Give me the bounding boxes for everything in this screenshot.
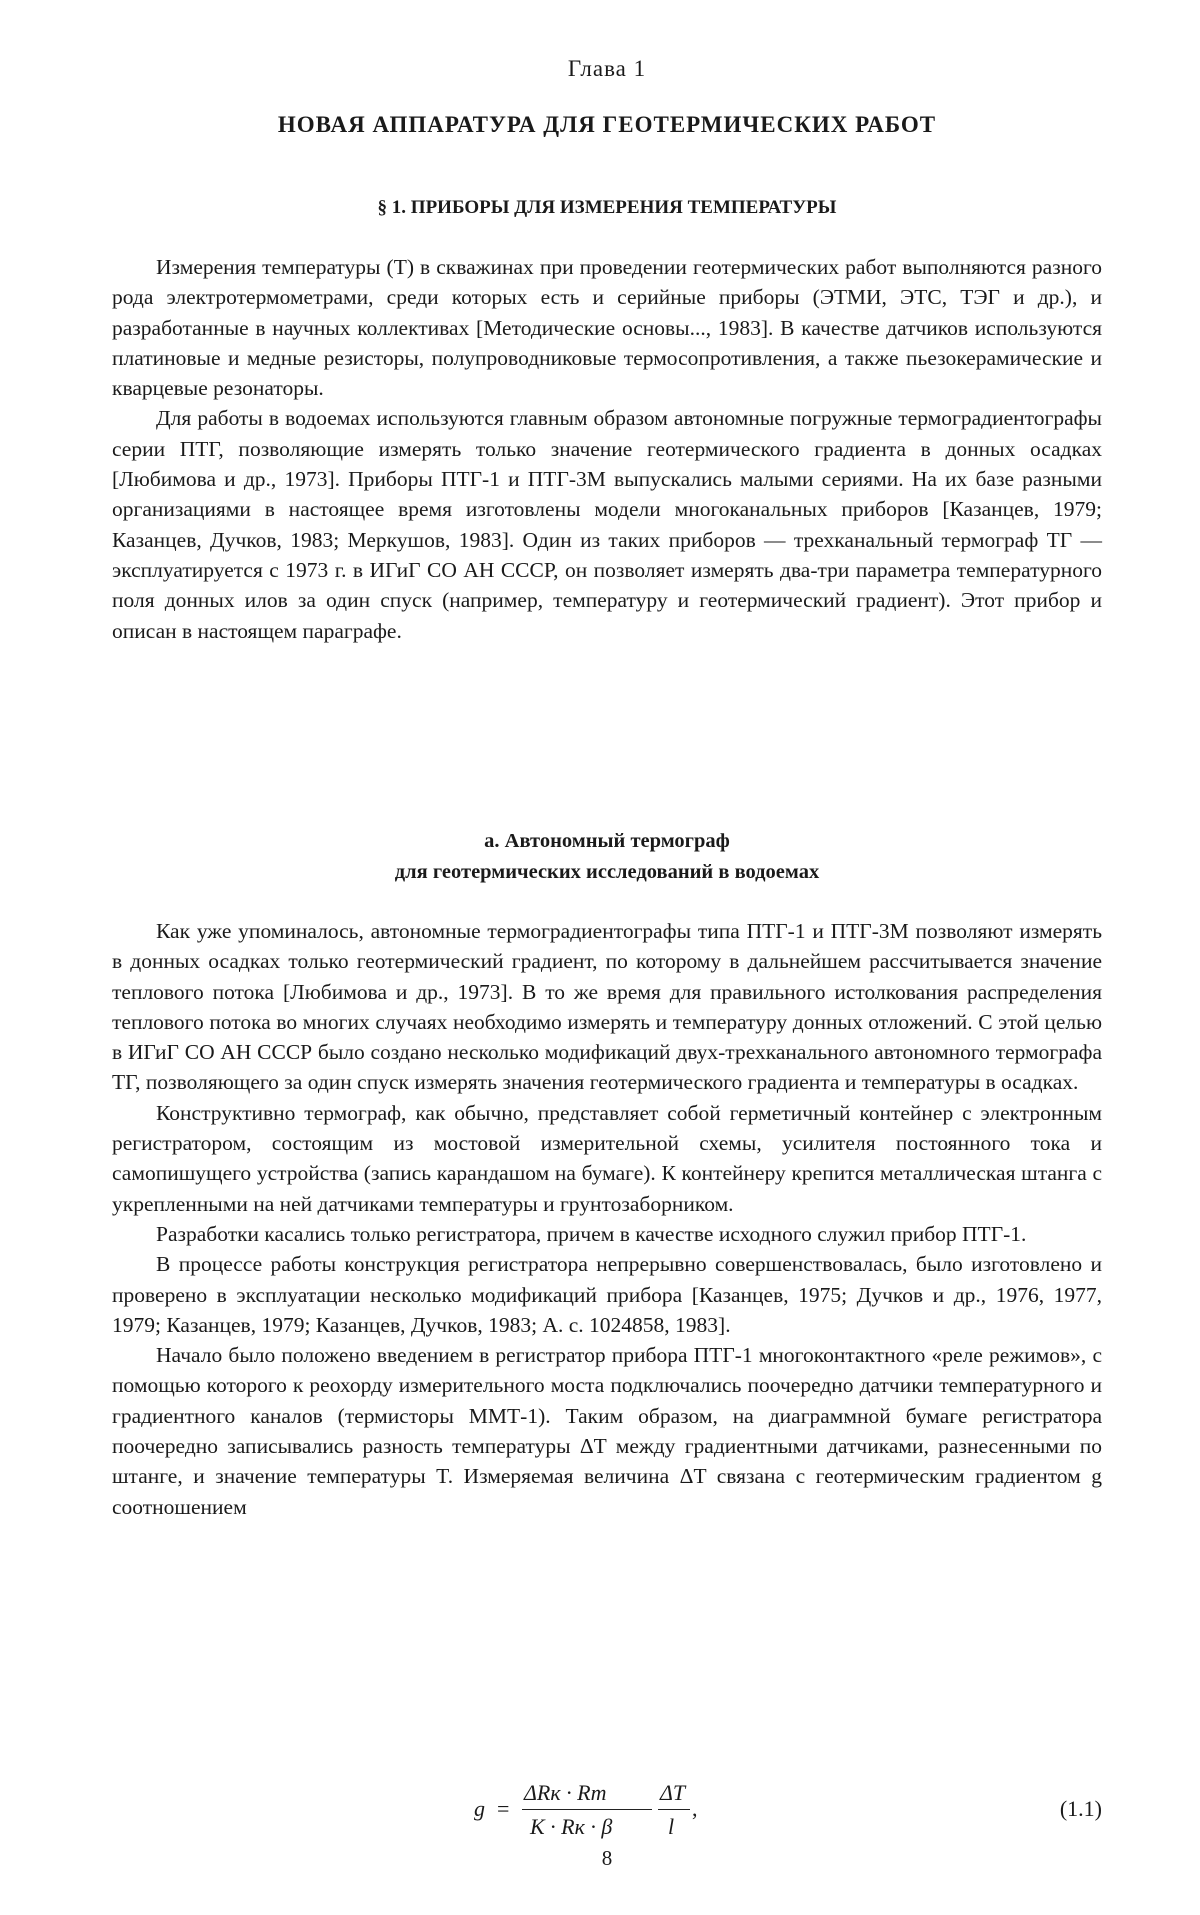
formula-equals: =: [497, 1796, 509, 1822]
formula-denominator: K · Rк · β: [530, 1814, 612, 1840]
section-body: [112, 252, 1102, 646]
paragraph: Конструктивно термограф, как обычно, представляет собой герме­тичный контейнер с электронным регистратором, состоящим из мостовой измерительной схемы, усилителя постоянного тока и самопишущего уст­ройства (запись карандашом на бумаге). К контейнеру крепится метал­лическая штанга с укрепленными на ней датчиками температуры и грунто­заборником.: [112, 1098, 1102, 1219]
formula-lhs: g: [474, 1796, 485, 1822]
fraction-bar: [522, 1809, 652, 1810]
subsection-heading: [112, 826, 1102, 888]
paragraph: Разработки касались только регистратора, причем в качестве исход­ного служил прибор ПТГ-1.: [112, 1219, 1102, 1249]
formula-denominator-2: l: [668, 1814, 674, 1840]
paragraph: Начало было положено введением в регистратор прибора ПТГ-1 многоконтактного «реле режимов», с помощью которого к реохорду из­мерительного моста подключались поочередно датчики температурного и градиентного каналов (термисторы ММТ-1). Таким образом, на диаграмм­ной бумаге регистратора поочередно записывались разность температу­ры ΔT между градиентными датчиками, разнесенными по штанге, и зна­чение температуры T. Измеряемая величина ΔT связана с геотермическим градиентом g соотношением: [112, 1340, 1102, 1522]
paragraph: Для работы в водоемах используются главным образом автономные погружные термоградиентографы серии ПТГ, позволяющие измерять только значение геотермического градиента в донных осадках [Любимова и др., 1973]. Приборы ПТГ-1 и ПТГ-3М выпускались малыми сериями. На их базе разными организациями в настоящее время изготовлены моде­ли многоканальных приборов [Казанцев, 1979; Казанцев, Дучков, 1983; Меркушов, 1983]. Один из таких приборов — трехканальный термограф ТГ — эксплуатируется с 1973 г. в ИГиГ СО АН СССР, он позволяет из­мерять два-три параметра температурного поля донных илов за один спуск (например, температуру и геотермический градиент). Этот прибор и описан в настоящем параграфе.: [112, 403, 1102, 645]
paragraph: В процессе работы конструкция регистратора непрерывно совершен­ствовалась, было изготовлено и проверено в эксплуатации несколько модификаций прибора [Казанцев, 1975; Дучков и др., 1976, 1977, 1979; Казанцев, 1979; Казанцев, Дучков, 1983; А. с. 1024858, 1983].: [112, 1249, 1102, 1340]
paragraph: Как уже упоминалось, автономные термоградиентографы типа ПТГ-1 и ПТГ-3М позволяют измерять в донных осадках только геотермический градиент, по которому в дальнейшем рассчитывается значение теплового потока [Любимова и др., 1973]. В то же время для правильного истолко­вания распределения теплового потока во многих случаях необходимо измерять и температуру донных отложений. С этой целью в ИГиГ СО АН СССР было создано несколько модификаций двух-трехканального авто­номного термографа ТГ, позволяющего за один спуск измерять значения геотермического градиента и температуры в осадках.: [112, 916, 1102, 1098]
equation-1-1: [112, 1776, 1102, 1846]
subsection-body: [112, 916, 1102, 1522]
page-number: 8: [112, 1846, 1102, 1871]
chapter-label: Глава 1: [112, 56, 1102, 82]
paragraph: Измерения температуры (T) в скважинах при проведении геотерми­ческих работ выполняются разного рода электротермометрами, среди ко­торых есть и серийные приборы (ЭТМИ, ЭТС, ТЭГ и др.), и разработан­ные в научных коллективах [Методические основы..., 1983]. В качестве датчиков используются платиновые и медные резисторы, полупроводни­ковые термосопротивления, а также пьезокерамические и кварцевые резо­наторы.: [112, 252, 1102, 403]
equation-number: (1.1): [1060, 1796, 1102, 1822]
fraction-bar: [658, 1809, 690, 1810]
section-heading: § 1. ПРИБОРЫ ДЛЯ ИЗМЕРЕНИЯ ТЕМПЕРАТУРЫ: [112, 197, 1102, 219]
subsection-title-line: для геотермических исследований в водоемах: [112, 857, 1102, 888]
chapter-title: НОВАЯ АППАРАТУРА ДЛЯ ГЕОТЕРМИЧЕСКИХ РАБОТ: [112, 112, 1102, 138]
formula-numerator: ΔRк · Rт: [524, 1780, 606, 1806]
formula-comma: ,: [692, 1796, 698, 1822]
subsection-title-line: а. Автономный термограф: [112, 826, 1102, 857]
formula-numerator-2: ΔT: [660, 1780, 685, 1806]
